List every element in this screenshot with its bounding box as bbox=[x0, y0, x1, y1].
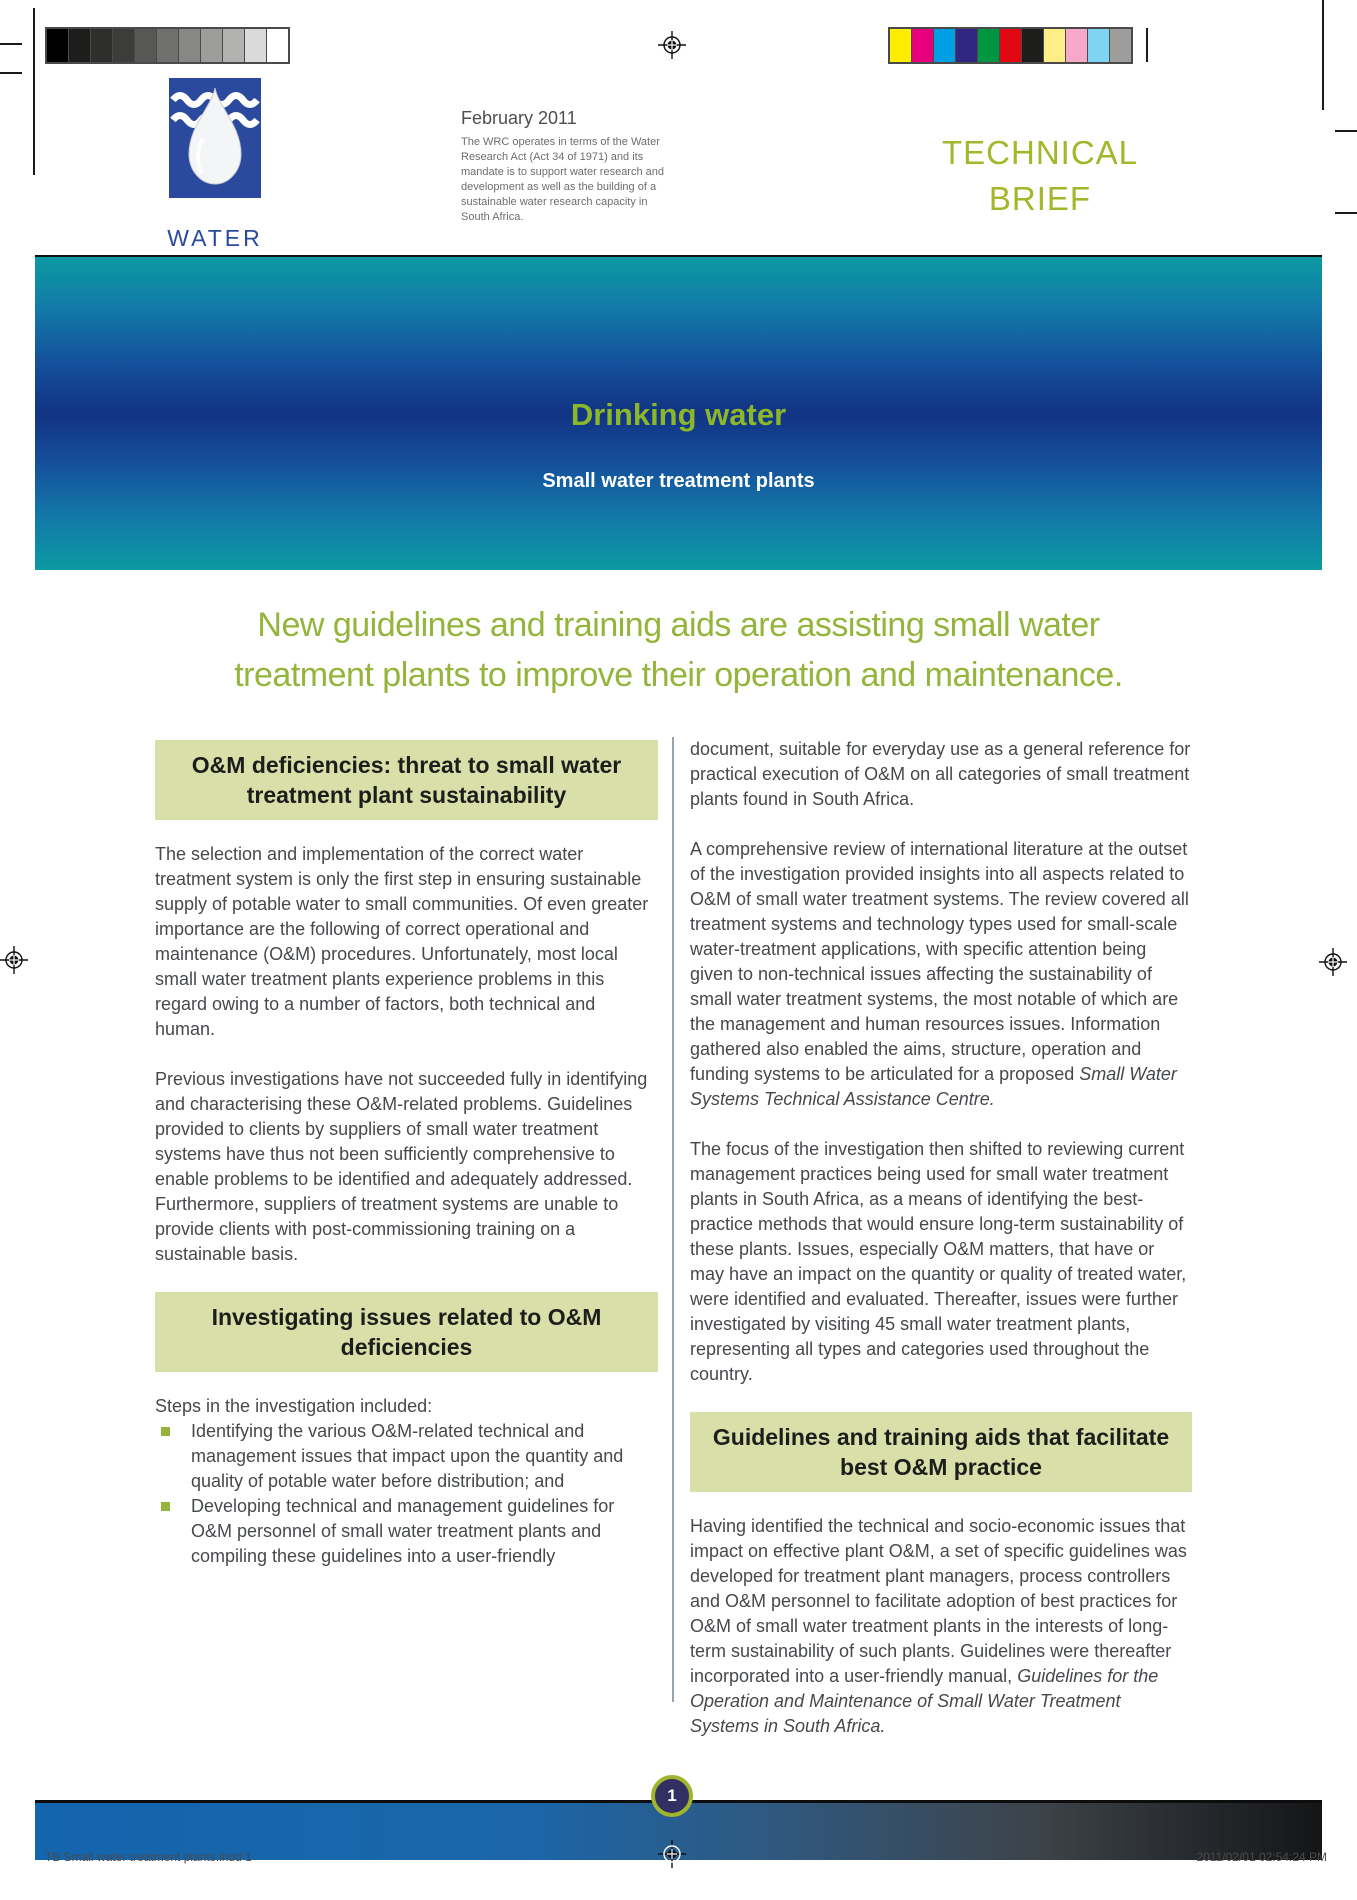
steps-list bbox=[155, 1419, 658, 1569]
banner-title: Drinking water bbox=[570, 397, 787, 432]
crop-mark bbox=[0, 72, 22, 74]
paragraph: document, suitable for everyday use as a general reference for practical execution of O&M on all categories of small treatment plants found in South Africa. bbox=[690, 739, 1191, 809]
italic-title: Small Water Systems Technical Assistance Centre. bbox=[690, 1064, 1177, 1109]
topic-banner bbox=[35, 255, 1322, 570]
column-divider bbox=[672, 737, 674, 1702]
paragraph-text: A comprehensive review of international literature at the outset of the investigation provided insights into all aspects related to O&M of small water treatment systems. The review covered all treatment systems and technology types used for small-scale water-treatment applications, with specific attention being given to non-technical issues affecting the sustainability of small water treatment systems, the most notable of which are the management and human resources issues. Information gathered also enabled the aims, structure, operation and funding systems to be articulated for a proposed bbox=[690, 839, 1189, 1084]
grayscale-calibration-bar bbox=[45, 27, 290, 64]
color-swatch bbox=[1000, 29, 1022, 62]
registration-mark-icon bbox=[658, 1840, 686, 1868]
headline-line1: New guidelines and training aids are assisting small water bbox=[257, 606, 1100, 644]
color-swatch bbox=[934, 29, 956, 62]
color-swatch bbox=[1022, 29, 1044, 62]
issue-date: February 2011 bbox=[461, 108, 577, 128]
color-swatch bbox=[69, 29, 91, 62]
list-item bbox=[155, 1494, 658, 1569]
banner-subtitle: Small water treatment plants bbox=[542, 470, 815, 492]
crop-mark bbox=[1335, 212, 1357, 214]
crop-mark bbox=[0, 43, 22, 45]
color-swatch bbox=[890, 29, 912, 62]
color-swatch bbox=[179, 29, 201, 62]
bullet-square-icon bbox=[161, 1502, 170, 1511]
color-swatch bbox=[912, 29, 934, 62]
paragraph: Previous investigations have not succeeded fully in identifying and characterising these O&M-related problems. Guidelines provided to clients by suppliers of small water treatment systems have thus not been sufficiently comprehensive to enable problems to be identified and adequately addressed. Furthermore, suppliers of treatment systems are unable to provide clients with post-commissioning training on a sustainable basis. bbox=[155, 1069, 648, 1264]
right-column bbox=[690, 737, 1192, 1764]
paragraph: The focus of the investigation then shifted to reviewing current management practices being used for small water treatment plants in South Africa, as a means of identifying the best-practice methods that would ensure long-term sustainability of these plants. Issues, especially O&M matters, that have or may have an impact on the quantity or quality of treated water, were identified and evaluated. Thereafter, issues were further investigated by visiting 45 small water treatment plants, representing all types and categories used throughout the country. bbox=[690, 1139, 1187, 1384]
technical-brief-line1: TECHNICAL bbox=[941, 134, 1139, 171]
color-swatch bbox=[201, 29, 223, 62]
color-swatch bbox=[135, 29, 157, 62]
color-swatch bbox=[223, 29, 245, 62]
color-swatch bbox=[1044, 29, 1066, 62]
imprint-filename: TB Small water treatment plants.indd 1 bbox=[45, 1850, 252, 1864]
crop-mark bbox=[33, 8, 35, 175]
color-swatch bbox=[1088, 29, 1110, 62]
technical-brief-line2: BRIEF bbox=[988, 180, 1092, 217]
color-swatch bbox=[245, 29, 267, 62]
italic-title: Guidelines for the Operation and Maintenance of Small Water Treatment Systems in South Africa. bbox=[690, 1666, 1159, 1736]
color-swatch bbox=[956, 29, 978, 62]
color-swatch bbox=[1110, 29, 1131, 62]
section-heading-investigating-issues: Investigating issues related to O&M deficiencies bbox=[155, 1292, 658, 1372]
list-item-text: Identifying the various O&M-related technical and management issues that impact upon the quantity and quality of potable water before distribution; and bbox=[191, 1421, 624, 1491]
cmyk-color-calibration-bar bbox=[888, 27, 1133, 64]
bullet-square-icon bbox=[161, 1427, 170, 1436]
issue-info bbox=[461, 108, 676, 225]
technical-brief-title bbox=[880, 130, 1200, 222]
color-swatch bbox=[157, 29, 179, 62]
color-swatch bbox=[267, 29, 288, 62]
color-swatch bbox=[47, 29, 69, 62]
color-swatch bbox=[978, 29, 1000, 62]
color-swatch bbox=[113, 29, 135, 62]
article-headline bbox=[60, 600, 1297, 700]
registration-mark-icon bbox=[0, 946, 28, 974]
paragraph-text: Having identified the technical and socio-economic issues that impact on effective plant O&M, a set of specific guidelines was developed for treatment plant managers, process controllers and O&M personnel to facilitate adoption of best practices for O&M of small water treatment plants in the interests of long-term sustainability of such plants. Guidelines were thereafter incorporated into a user-friendly manual, bbox=[690, 1516, 1187, 1686]
logo-text-water: WATER bbox=[167, 225, 263, 251]
registration-mark-icon bbox=[1319, 948, 1347, 976]
section-heading-om-deficiencies: O&M deficiencies: threat to small water treatment plant sustainability bbox=[155, 740, 658, 820]
water-drop-logo-icon bbox=[169, 78, 261, 218]
imprint-timestamp: 2011/02/01 02:54:24 PM bbox=[1196, 1850, 1327, 1864]
list-item bbox=[155, 1419, 658, 1494]
registration-mark-icon bbox=[658, 31, 686, 59]
crop-mark bbox=[1322, 0, 1324, 110]
left-column bbox=[155, 740, 658, 1569]
crop-mark bbox=[1335, 130, 1357, 132]
paragraph bbox=[690, 837, 1192, 1112]
page-number-badge: 1 bbox=[651, 1775, 693, 1817]
color-swatch bbox=[91, 29, 113, 62]
section-heading-guidelines-training-aids: Guidelines and training aids that facilitate best O&M practice bbox=[690, 1412, 1192, 1492]
list-item-text: Developing technical and management guidelines for O&M personnel of small water treatment plants and compiling these guidelines into a user-friendly bbox=[191, 1496, 615, 1566]
wrc-logo bbox=[160, 78, 270, 282]
steps-intro: Steps in the investigation included: bbox=[155, 1396, 433, 1416]
headline-line2: treatment plants to improve their operation and maintenance. bbox=[234, 656, 1123, 694]
crop-mark bbox=[1146, 28, 1148, 62]
color-swatch bbox=[1066, 29, 1088, 62]
paragraph bbox=[690, 1514, 1192, 1739]
wrc-mandate-text: The WRC operates in terms of the Water Research Act (Act 34 of 1971) and its mandate is to support water research and development as well as the building of a sustainable water research capacity in South Africa. bbox=[461, 136, 665, 223]
paragraph: The selection and implementation of the correct water treatment system is only the first step in ensuring sustainable supply of potable water to small communities. Of even greater importance are the following of correct operational and maintenance (O&M) procedures. Unfortunately, most local small water treatment plants experience problems in this regard owing to a number of factors, both technical and human. bbox=[155, 844, 649, 1039]
